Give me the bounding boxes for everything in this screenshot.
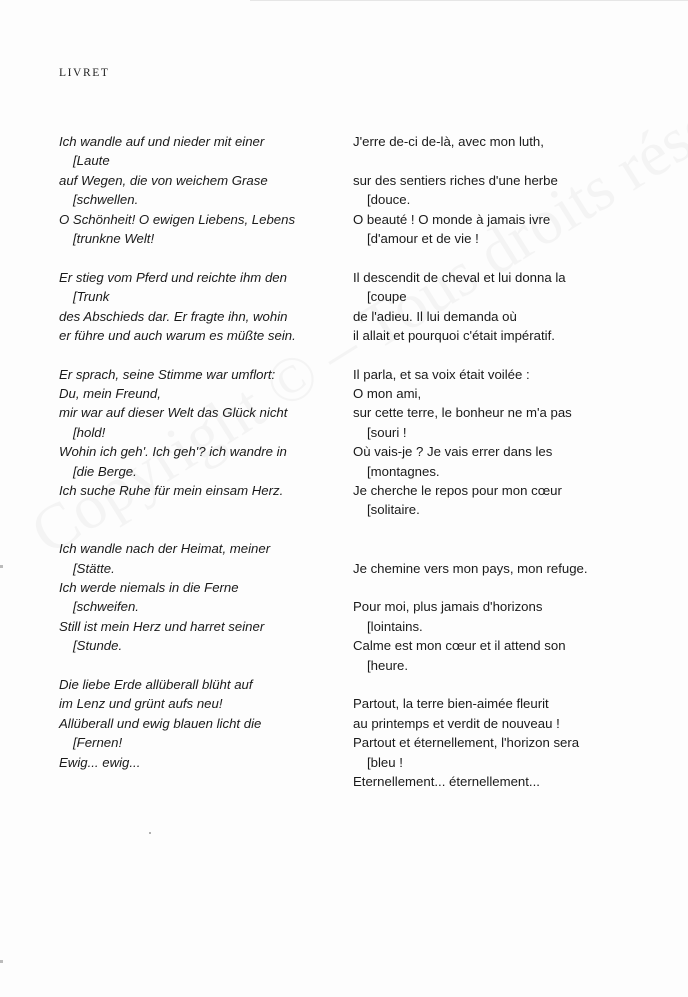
verse-line: [Laute [73,153,110,169]
verse-line: Partout, la terre bien-aimée fleurit [353,696,549,712]
german-stanza [59,132,339,248]
verse-line: Où vais-je ? Je vais errer dans les [353,444,553,460]
verse-line [353,578,673,597]
german-stanza [59,539,339,655]
french-text-column [353,132,673,811]
paper-speck [149,832,151,834]
verse-line: sur des sentiers riches d'une herbe [353,172,558,188]
verse-line: auf Wegen, die von weichem Grase [59,172,268,188]
verse-line: [coupe [367,289,407,305]
verse-line: O mon ami, [353,386,422,402]
top-edge-rule [250,0,688,1]
verse-line: Er stieg vom Pferd und reichte ihm den [59,269,287,285]
verse-line: O Schönheit! O ewigen Liebens, Lebens [59,211,296,227]
verse-line: Pour moi, plus jamais d'horizons [353,599,543,615]
edge-mark [0,960,3,963]
verse-line: [douce. [367,192,411,208]
verse-line: Du, mein Freund, [59,386,161,402]
verse-line: [souri ! [367,424,407,440]
french-stanza [353,268,673,346]
verse-line: [solitaire. [367,502,420,518]
verse-line: O beauté ! O monde à jamais ivre [353,211,551,227]
verse-line: Je cherche le repos pour mon cœur [353,483,562,499]
verse-line: [Stätte. [73,560,115,576]
verse-line: Ich wandle auf und nieder mit einer [59,134,265,149]
verse-line: Allüberall und ewig blauen licht die [59,715,262,731]
verse-line: [schwellen. [73,192,139,208]
verse-line: [lointains. [367,618,423,634]
verse-line: sur cette terre, le bonheur ne m'a pas [353,405,572,421]
running-header: LIVRET [59,67,110,79]
verse-line: [d'amour et de vie ! [367,230,479,246]
verse-line: il allait et pourquoi c'était impératif. [353,327,555,343]
french-stanza [353,132,673,248]
verse-line: Je chemine vers mon pays, mon refuge. [353,560,588,576]
french-stanza [353,559,673,675]
verse-line: Il descendit de cheval et lui donna la [353,269,566,285]
verse-line: Ich werde niemals in die Ferne [59,580,239,595]
verse-line: [hold! [73,424,106,440]
verse-line: Ich suche Ruhe für mein einsam Herz. [59,483,284,499]
verse-line: Er sprach, seine Stimme war umflort: [59,366,276,382]
verse-line: [montagnes. [367,463,440,479]
verse-line: er führe und auch warum es müßte sein. [59,327,296,343]
german-stanza [59,268,339,346]
verse-line: J'erre de-ci de-là, avec mon luth, [353,134,544,149]
verse-line: [bleu ! [367,754,403,770]
french-stanza [353,365,673,520]
german-stanza [59,365,339,501]
german-stanza [59,675,339,772]
verse-line: im Lenz und grünt aufs neu! [59,696,223,712]
verse-line: des Abschieds dar. Er fragte ihn, wohin [59,308,288,324]
verse-line: [heure. [367,657,409,673]
edge-mark [0,565,3,568]
verse-line: [schweifen. [73,599,139,615]
verse-line: [Trunk [73,289,110,305]
verse-line: Ich wandle nach der Heimat, meiner [59,541,271,557]
verse-line: Wohin ich geh'. Ich geh'? ich wandre in [59,444,287,460]
verse-line: Ewig... ewig... [59,754,141,770]
verse-line: de l'adieu. Il lui demanda où [353,308,517,324]
verse-line: Il parla, et sa voix était voilée : [353,366,530,382]
german-text-column [59,132,339,791]
verse-line: Calme est mon cœur et il attend son [353,638,566,654]
verse-line: [trunkne Welt! [73,230,155,246]
verse-line: Partout et éternellement, l'horizon sera [353,735,580,751]
verse-line: Eternellement... éternellement... [353,773,540,789]
verse-line [353,151,673,170]
verse-line: [Stunde. [73,638,123,654]
verse-line: Die liebe Erde allüberall blüht auf [59,676,253,692]
verse-line: au printemps et verdit de nouveau ! [353,715,560,731]
verse-line: Still ist mein Herz und harret seiner [59,618,265,634]
verse-line: [Fernen! [73,735,123,751]
verse-line: [die Berge. [73,463,137,479]
french-stanza [353,694,673,791]
verse-line: mir war auf dieser Welt das Glück nicht [59,405,288,421]
